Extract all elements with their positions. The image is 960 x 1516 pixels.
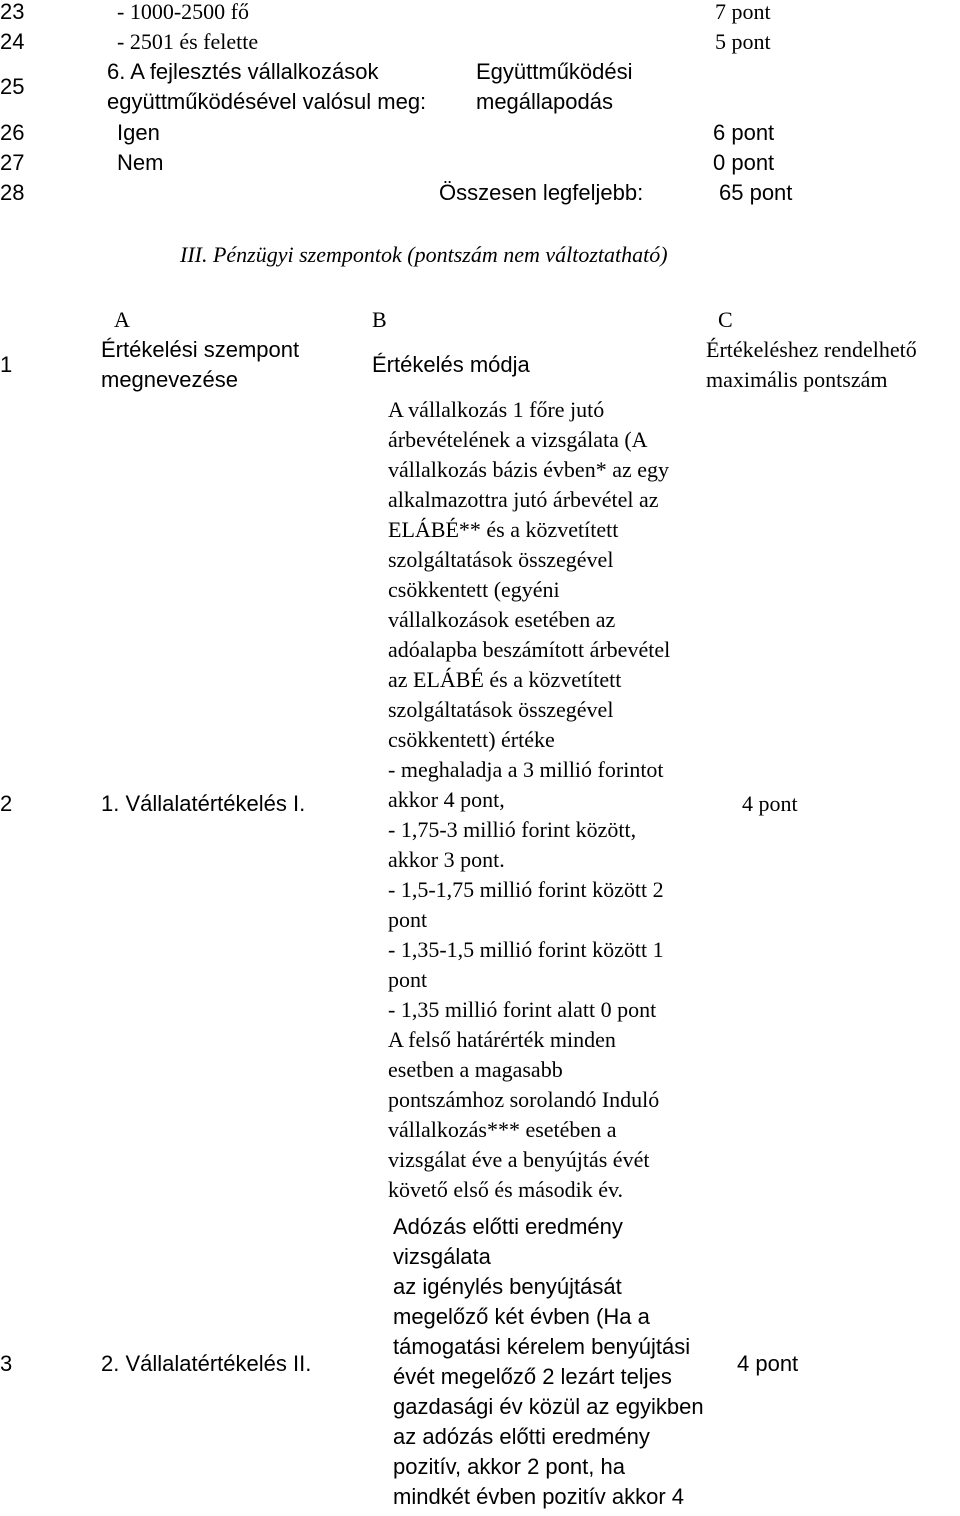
criterion-name: 1. Vállalatértékelés I. [101,791,306,816]
row-text-line1: 6. A fejlesztés vállalkozások [107,59,379,84]
row-points: 5 pont [715,29,771,54]
column-letter-b: B [372,307,387,332]
header-points-line2: maximális pontszám [706,367,888,392]
column-letter-c: C [718,307,733,332]
row-number: 1 [0,352,13,377]
evaluation-method: A vállalkozás 1 főre jutó árbevételének a vizsgálata (A vállalkozás bázis évben* az egy alkalmazottra jutó árbevétel az ELÁBÉ** és a közvetített szolgáltatások összegével csökkentett (egyéni vállalkozások esetében az adóalapba beszámított árbevétel az ELÁBÉ és a közvetített szolgáltatások összegével csökkentett) értéke - meghaladja a 3 millió forintot akkor 4 pont, - 1,75-3 millió forint között, akkor 3 pont. - 1,5-1,75 millió forint között 2 pont - 1,35-1,5 millió forint között 1 pont - 1,35 millió forint alatt 0 pont A felső határérték minden esetben a magasabb pontszámhoz sorolandó Induló vállalkozás*** esetében a vizsgálat éve a benyújtás évét követő első és második év. [388,397,671,1202]
row-number: 3 [0,1351,13,1376]
max-points: 4 pont [737,1351,799,1376]
criterion-name: 2. Vállalatértékelés II. [101,1351,312,1376]
evaluation-method: Adózás előtti eredmény vizsgálata az igénylés benyújtását megelőző két évben (Ha a támogatási kérelem benyújtási évét megelőző 2 lezárt teljes gazdasági év közül az egyikben az adózás előtti eredmény pozitív, akkor 2 pont, ha mindkét évben pozitív akkor 4 [393,1214,704,1509]
row-points: 0 pont [713,150,775,175]
header-points-line1: Értékeléshez rendelhető [706,337,917,362]
header-criterion-line1: Értékelési szempont [101,337,300,362]
column-letter-a: A [114,307,130,332]
row-number: 27 [0,150,25,175]
row-text-line2: együttműködésével valósul meg: [107,89,427,114]
section-title: III. Pénzügyi szempontok (pontszám nem változtatható) [180,242,668,267]
row-text: Igen [117,120,160,145]
header-method: Értékelés módja [372,352,530,377]
row-number: 2 [0,791,13,816]
row-points: 7 pont [715,0,771,24]
row-text: Nem [117,150,164,175]
row-number: 23 [0,0,25,24]
row-mid-line2: megállapodás [476,89,613,114]
header-criterion-line2: megnevezése [101,367,238,392]
row-number: 24 [0,29,25,54]
row-mid-line1: Együttműködési [476,59,633,84]
total-label: Összesen legfeljebb: [439,180,644,205]
row-text: - 1000-2500 fő [117,0,249,24]
row-points: 6 pont [713,120,775,145]
row-text: - 2501 és felette [117,29,259,54]
max-points: 4 pont [742,791,798,816]
row-number: 26 [0,120,25,145]
total-points: 65 pont [719,180,793,205]
row-number: 28 [0,180,25,205]
row-number: 25 [0,74,25,99]
